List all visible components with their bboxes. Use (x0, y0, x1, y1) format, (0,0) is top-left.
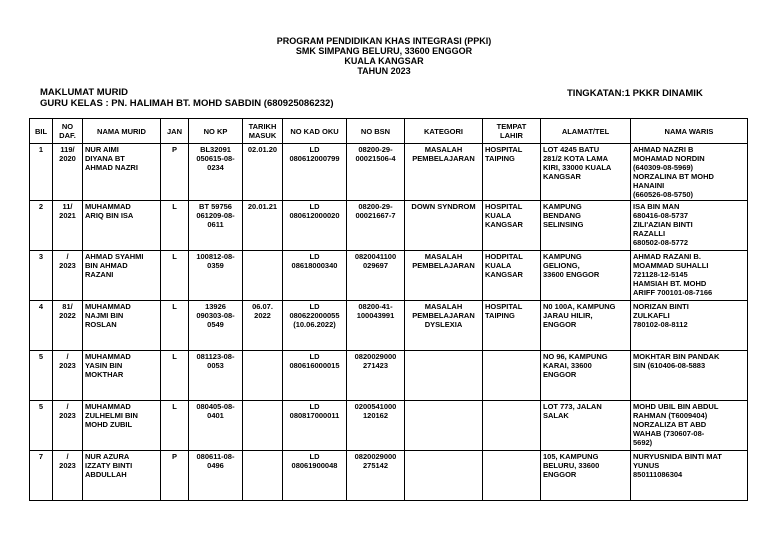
cell-oku (283, 351, 347, 401)
cell-line: BIN AHMAD (85, 261, 128, 270)
cell-line: 080612000799 (289, 154, 340, 163)
cell-jan: P (161, 451, 189, 501)
cell-line: 100043991 (356, 311, 395, 320)
cell-line: (660526-08-5750) (633, 190, 694, 199)
cell-line: 090303-08- (196, 311, 235, 320)
cell-bsn (347, 351, 405, 401)
cell-waris (631, 401, 748, 451)
cell-kategori (405, 301, 483, 351)
cell-line: KUALA (485, 211, 512, 220)
cell-tempat (483, 351, 541, 401)
cell-kp (189, 201, 243, 251)
column-header: JAN (161, 119, 189, 144)
cell-line: 061209-08- (196, 211, 235, 220)
cell-alamat (541, 144, 631, 201)
cell-nama (83, 201, 161, 251)
cell-line: MASALAH (424, 302, 463, 311)
section-maklumat: MAKLUMAT MURID (40, 87, 128, 98)
cell-kategori (405, 144, 483, 201)
cell-nama (83, 301, 161, 351)
cell-line: / (66, 402, 69, 411)
cell-line: HOSPITAL (485, 145, 523, 154)
cell-oku (283, 451, 347, 501)
cell-line: 105, KAMPUNG (543, 452, 599, 461)
cell-line: NUR AZURA (85, 452, 130, 461)
cell-line: 02.01.20 (247, 145, 278, 154)
cell-bsn (347, 451, 405, 501)
cell-line: 81/ (62, 302, 73, 311)
cell-oku (283, 251, 347, 301)
cell-line: DIYANA BT (85, 154, 125, 163)
header-line-program: PROGRAM PENDIDIKAN KHAS INTEGRASI (PPKI) (276, 36, 492, 46)
cell-alamat (541, 351, 631, 401)
cell-line: ZILI'AZIAN BINTI (633, 220, 693, 229)
cell-line: 00021667-7 (355, 211, 396, 220)
cell-line: 680502-08-5772 (633, 238, 689, 247)
table-row (30, 451, 748, 501)
cell-line: 680416-08-5737 (633, 211, 689, 220)
cell-line: HOSPITAL (485, 302, 523, 311)
cell-line: 2023 (59, 361, 76, 370)
cell-tempat (483, 401, 541, 451)
cell-line: BELURU, 33600 (543, 461, 600, 470)
cell-line: WAHAB (730607-08- (633, 429, 705, 438)
tingkatan-label: TINGKATAN:1 PKKR DINAMIK (567, 88, 703, 99)
cell-waris (631, 351, 748, 401)
cell-line: 0820029000 (354, 352, 397, 361)
cell-line: 20.01.21 (247, 202, 278, 211)
cell-line: 0496 (207, 461, 224, 470)
column-header: BIL (30, 119, 53, 144)
cell-line: DOWN SYNDROM (411, 202, 476, 211)
cell-line: PEMBELAJARAN (412, 154, 475, 163)
cell-line: BENDANG (543, 211, 581, 220)
cell-line: SALAK (543, 411, 569, 420)
cell-line: ZULKAFLI (633, 311, 670, 320)
cell-nama (83, 251, 161, 301)
cell-line: 0053 (207, 361, 224, 370)
cell-line: MUHAMMAD (85, 402, 131, 411)
cell-line: (640309-08-5969) (633, 163, 694, 172)
cell-line: 08200-29- (358, 202, 393, 211)
cell-bsn (347, 201, 405, 251)
cell-line: MOAMMAD SUHALLI (633, 261, 709, 270)
cell-bil: 1 (30, 144, 53, 201)
cell-daf (53, 144, 83, 201)
cell-masuk (243, 144, 283, 201)
cell-bsn (347, 251, 405, 301)
cell-line: N0 100A, KAMPUNG (543, 302, 616, 311)
cell-line: LD (309, 302, 320, 311)
cell-oku (283, 144, 347, 201)
cell-line: KANGSAR (543, 172, 581, 181)
cell-line: 850111086304 (633, 470, 683, 479)
cell-line: 08200-29- (358, 145, 393, 154)
column-header: ALAMAT/TEL (541, 119, 631, 144)
cell-line: MUHAMMAD (85, 302, 131, 311)
cell-jan: L (161, 201, 189, 251)
cell-line: NUR AIMI (85, 145, 119, 154)
cell-line: 080612000020 (289, 211, 340, 220)
table-row (30, 144, 748, 201)
cell-line: NURYUSNIDA BINTI MAT (633, 452, 722, 461)
cell-line: 06.07. (252, 302, 273, 311)
cell-line: KAMPUNG (543, 252, 582, 261)
column-header: NAMA MURID (83, 119, 161, 144)
cell-line: HODPITAL (485, 252, 523, 261)
cell-line: 00021506-4 (355, 154, 396, 163)
cell-line: 2023 (59, 261, 76, 270)
cell-line: 080622000055 (289, 311, 340, 320)
cell-line: NO 96, KAMPUNG (543, 352, 608, 361)
column-header: NAMA WARIS (631, 119, 748, 144)
cell-daf (53, 351, 83, 401)
cell-kp (189, 401, 243, 451)
cell-jan: P (161, 144, 189, 201)
cell-line: NORZALINA BT MOHD (633, 172, 714, 181)
cell-line: 119/ (60, 145, 75, 154)
cell-line: MOHD UBIL BIN ABDUL (633, 402, 719, 411)
cell-line: KIRI, 33000 KUALA (543, 163, 612, 172)
cell-line: AHMAD SYAHMI (85, 252, 144, 261)
cell-line: HOSPITAL (485, 202, 523, 211)
cell-line: MUHAMMAD (85, 352, 131, 361)
cell-alamat (541, 301, 631, 351)
cell-kategori (405, 201, 483, 251)
cell-kategori (405, 451, 483, 501)
cell-line: / (66, 452, 69, 461)
cell-line: YUNUS (633, 461, 660, 470)
cell-tempat (483, 451, 541, 501)
cell-line: TAIPING (485, 154, 515, 163)
cell-bsn (347, 401, 405, 451)
cell-line: 080611-08- (196, 452, 235, 461)
cell-kp (189, 301, 243, 351)
table-header-row (30, 119, 748, 144)
cell-line: AHMAD NAZRI B (633, 145, 694, 154)
cell-line: PEMBELAJARAN (412, 261, 475, 270)
cell-bil: 7 (30, 451, 53, 501)
cell-line: 281/2 KOTA LAMA (543, 154, 609, 163)
column-header: TARIKH MASUK (243, 119, 283, 144)
cell-line: MOKHTAR BIN PANDAK (633, 352, 720, 361)
column-header: NO DAF. (53, 119, 83, 144)
cell-kategori (405, 251, 483, 301)
cell-line: KAMPUNG (543, 202, 582, 211)
cell-tempat (483, 301, 541, 351)
cell-line: NAJMI BIN (85, 311, 124, 320)
cell-line: 0200541000 (354, 402, 397, 411)
cell-daf (53, 251, 83, 301)
cell-line: ARIQ BIN ISA (85, 211, 134, 220)
cell-kp (189, 351, 243, 401)
cell-line: 120162 (362, 411, 389, 420)
cell-line: 081123-08- (196, 352, 235, 361)
cell-daf (53, 301, 83, 351)
cell-line: MASALAH (424, 252, 463, 261)
cell-line: 0401 (207, 411, 224, 420)
cell-line: 11/ (62, 202, 73, 211)
cell-line: PEMBELAJARAN (412, 311, 475, 320)
cell-jan: L (161, 301, 189, 351)
cell-line: 029697 (362, 261, 389, 270)
cell-waris (631, 451, 748, 501)
cell-line: LD (309, 145, 320, 154)
cell-nama (83, 144, 161, 201)
cell-line: JARAU HILIR, (543, 311, 593, 320)
cell-alamat (541, 201, 631, 251)
cell-masuk (243, 451, 283, 501)
cell-line: TAIPING (485, 311, 515, 320)
cell-line: KUALA (485, 261, 512, 270)
cell-line: 2023 (59, 411, 76, 420)
cell-oku (283, 201, 347, 251)
cell-line: 080405-08- (196, 402, 235, 411)
cell-kategori (405, 401, 483, 451)
cell-masuk (243, 251, 283, 301)
cell-masuk (243, 301, 283, 351)
cell-line: 275142 (362, 461, 389, 470)
cell-line: MOHAMAD NORDIN (633, 154, 705, 163)
cell-line: 08200-41- (358, 302, 393, 311)
cell-line: 0549 (207, 320, 224, 329)
cell-waris (631, 251, 748, 301)
cell-line: RAZANI (85, 270, 114, 279)
cell-line: LD (309, 352, 320, 361)
cell-kp (189, 251, 243, 301)
cell-alamat (541, 251, 631, 301)
cell-kp (189, 144, 243, 201)
cell-jan: L (161, 351, 189, 401)
cell-line: ENGGOR (543, 470, 577, 479)
cell-line: 5692) (633, 438, 653, 447)
cell-line: SIN (610406-08-5883 (633, 361, 706, 370)
cell-line: 0611 (207, 220, 224, 229)
table-body (30, 144, 748, 501)
cell-waris (631, 144, 748, 201)
cell-line: 08618000340 (291, 261, 338, 270)
cell-tempat (483, 144, 541, 201)
column-header: NO BSN (347, 119, 405, 144)
cell-line: BL32091 (200, 145, 231, 154)
cell-line: 0820029000 (354, 452, 397, 461)
cell-tempat (483, 251, 541, 301)
cell-kategori (405, 351, 483, 401)
cell-line: BT 59756 (199, 202, 232, 211)
column-header: NO KP (189, 119, 243, 144)
cell-bil: 5 (30, 351, 53, 401)
cell-bil: 4 (30, 301, 53, 351)
cell-line: 2022 (59, 311, 76, 320)
cell-line: LOT 773, JALAN (543, 402, 602, 411)
cell-line: 271423 (362, 361, 389, 370)
cell-oku (283, 301, 347, 351)
cell-line: LD (309, 402, 320, 411)
cell-line: KARAI, 33600 (543, 361, 592, 370)
cell-nama (83, 401, 161, 451)
student-table (29, 118, 748, 501)
column-header: NO KAD OKU (283, 119, 347, 144)
cell-waris (631, 301, 748, 351)
cell-line: / (66, 252, 69, 261)
cell-bil: 3 (30, 251, 53, 301)
cell-line: ZULHELMI BIN (85, 411, 138, 420)
cell-line: MUHAMMAD (85, 202, 131, 211)
table-row (30, 301, 748, 351)
cell-line: 2023 (59, 461, 76, 470)
cell-line: 721128-12-5145 (633, 270, 688, 279)
cell-bil: 5 (30, 401, 53, 451)
cell-waris (631, 201, 748, 251)
cell-line: 780102-08-8112 (633, 320, 688, 329)
cell-line: ENGGOR (543, 370, 577, 379)
guru-kelas: GURU KELAS : PN. HALIMAH BT. MOHD SABDIN (680925086232) (40, 98, 334, 109)
cell-line: DYSLEXIA (424, 320, 463, 329)
cell-bsn (347, 301, 405, 351)
cell-line: KANGSAR (485, 220, 523, 229)
cell-line: 0234 (207, 163, 224, 172)
cell-line: ROSLAN (85, 320, 117, 329)
cell-line: 0359 (207, 261, 224, 270)
cell-daf (53, 201, 83, 251)
cell-line: AHMAD NAZRI (85, 163, 138, 172)
cell-line: 2021 (59, 211, 76, 220)
cell-line: HAMSIAH BT. MOHD (633, 279, 707, 288)
cell-line: / (66, 352, 69, 361)
cell-line: AHMAD RAZANI B. (633, 252, 701, 261)
cell-tempat (483, 201, 541, 251)
cell-line: LD (309, 202, 320, 211)
cell-nama (83, 451, 161, 501)
cell-alamat (541, 401, 631, 451)
cell-line: 100812-08- (196, 252, 235, 261)
cell-line: 13926 (205, 302, 226, 311)
cell-jan: L (161, 251, 189, 301)
header-line-district: KUALA KANGSAR (344, 56, 424, 66)
cell-line: 080616000015 (289, 361, 340, 370)
table-row (30, 251, 748, 301)
cell-line: 080817000011 (289, 411, 340, 420)
cell-line: RAZALLI (633, 229, 666, 238)
cell-alamat (541, 451, 631, 501)
cell-line: ARIFF 700101-08-7166 (633, 288, 713, 297)
cell-masuk (243, 351, 283, 401)
cell-line: ENGGOR (543, 320, 577, 329)
cell-masuk (243, 201, 283, 251)
cell-bil: 2 (30, 201, 53, 251)
cell-line: (10.06.2022) (293, 320, 336, 329)
header-line-year: TAHUN 2023 (357, 66, 411, 76)
cell-line: LD (309, 252, 320, 261)
cell-line: GELIONG, (543, 261, 580, 270)
table-row (30, 351, 748, 401)
cell-line: 08061900048 (291, 461, 338, 470)
cell-line: MOHD ZUBIL (85, 420, 133, 429)
cell-line: KANGSAR (485, 270, 523, 279)
cell-line: 050615-08- (196, 154, 235, 163)
column-header: TEMPAT LAHIR (483, 119, 541, 144)
cell-line: 2020 (59, 154, 76, 163)
cell-line: 0820041100 (354, 252, 397, 261)
header-line-school: SMK SIMPANG BELURU, 33600 ENGGOR (295, 46, 473, 56)
cell-line: YASIN BIN (85, 361, 123, 370)
cell-jan: L (161, 401, 189, 451)
cell-line: IZZATY BINTI (85, 461, 133, 470)
cell-masuk (243, 401, 283, 451)
cell-line: ABDULLAH (85, 470, 127, 479)
cell-line: 2022 (254, 311, 271, 320)
cell-daf (53, 401, 83, 451)
cell-line: ISA BIN MAN (633, 202, 680, 211)
cell-line: SELINSING (543, 220, 584, 229)
cell-kp (189, 451, 243, 501)
cell-nama (83, 351, 161, 401)
cell-line: LD (309, 452, 320, 461)
cell-bsn (347, 144, 405, 201)
cell-line: NORIZAN BINTI (633, 302, 689, 311)
cell-daf (53, 451, 83, 501)
column-header: KATEGORI (405, 119, 483, 144)
cell-oku (283, 401, 347, 451)
cell-line: HANAINI (633, 181, 665, 190)
cell-line: LOT 4245 BATU (543, 145, 600, 154)
cell-line: RAHMAN (T6009404) (633, 411, 708, 420)
cell-line: NORZALIZA BT ABD (633, 420, 707, 429)
cell-line: MASALAH (424, 145, 463, 154)
cell-line: MOKTHAR (85, 370, 124, 379)
table-row (30, 401, 748, 451)
table-row (30, 201, 748, 251)
cell-line: 33600 ENGGOR (543, 270, 600, 279)
